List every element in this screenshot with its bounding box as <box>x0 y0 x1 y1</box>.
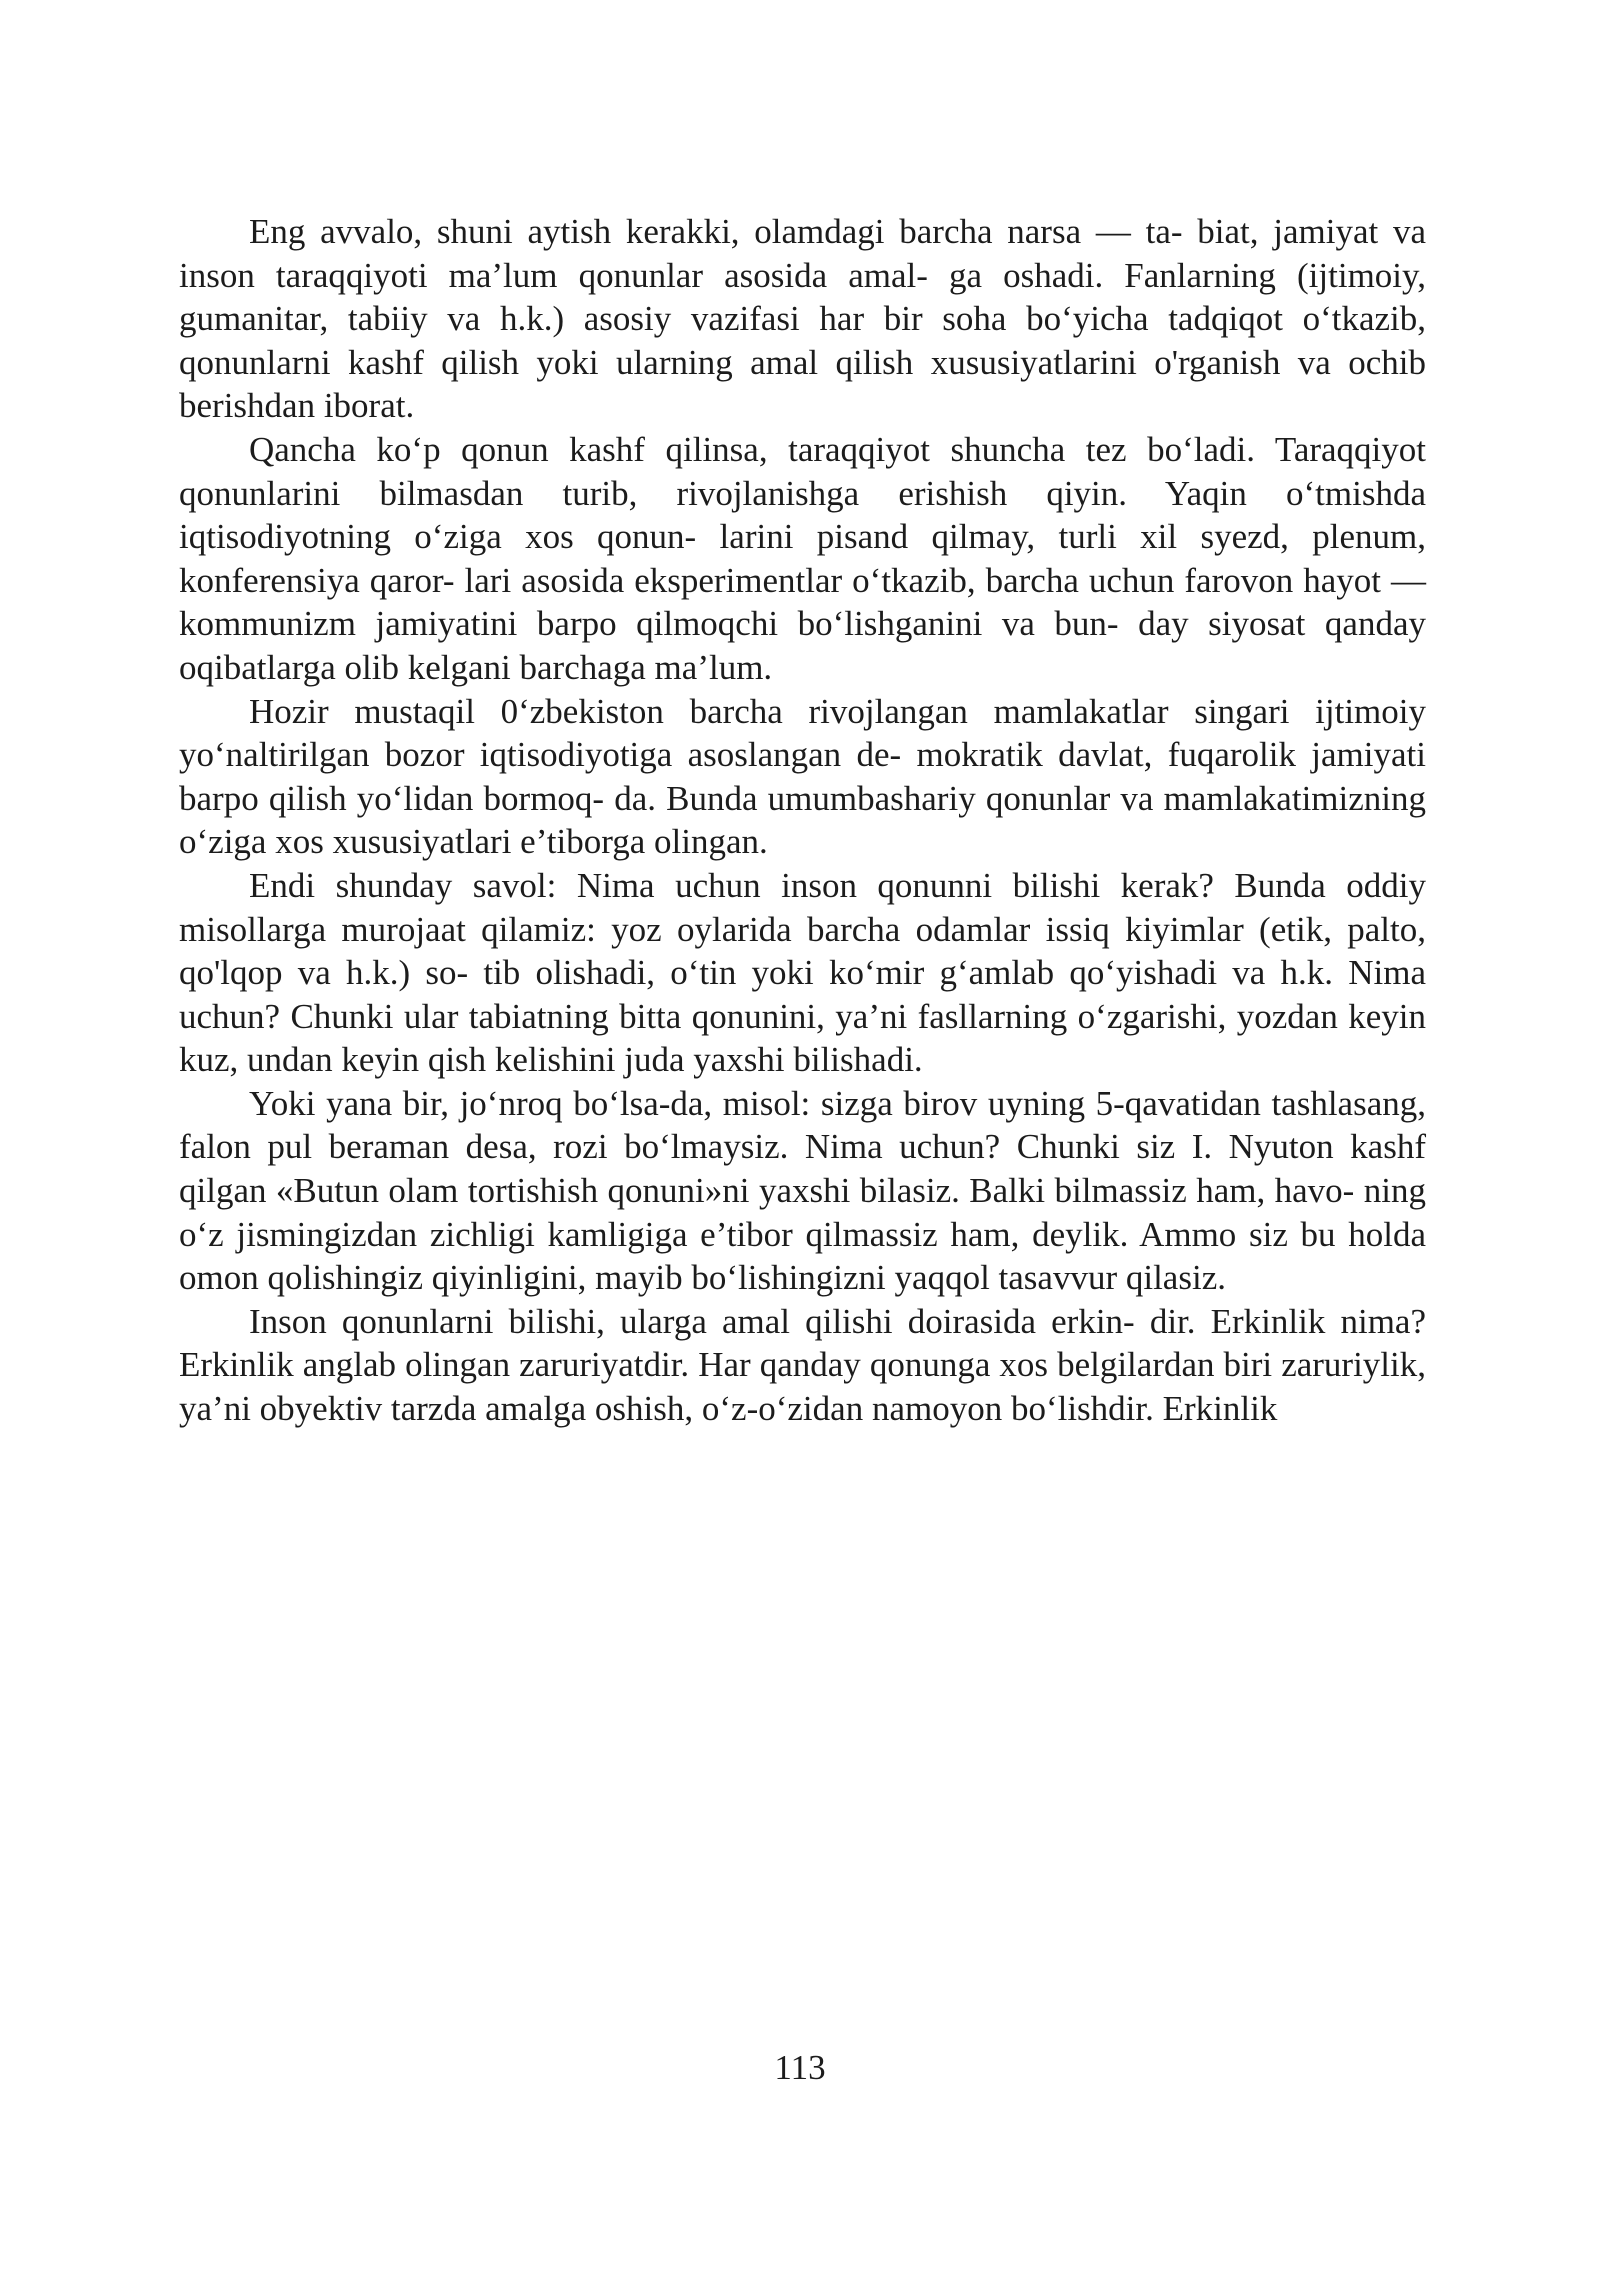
body-text <box>179 210 1426 1431</box>
paragraph-5: Yoki yana bir, jo‘nroq bo‘lsa-da, misol: sizga birov uyning 5-qavatidan tashlasang, falon pul beraman desa, rozi bo‘lmaysiz. Nima uchun? Chunki siz I. Nyuton kashf qilgan «Butun olam tortishish qonuni»ni yaxshi bilasiz. Balki bilmassiz ham, havo- ning o‘z jismingizdan zichligi kamligiga e’tibor qilmassiz ham, deylik. Ammo siz bu holda omon qolishingiz qiyinligini, mayib bo‘lishingizni yaqqol tasavvur qilasiz. <box>179 1083 1426 1298</box>
paragraph-2: Qancha ko‘p qonun kashf qilinsa, taraqqiyot shuncha tez bo‘ladi. Taraqqiyot qonunlarini bilmasdan turib, rivojlanishga erishish qiyin. Yaqin o‘tmishda iqtisodiyotning o‘ziga xos qonun- larini pisand qilmay, turli xil syezd, plenum, konferensiya qaror- lari asosida eksperimentlar o‘tkazib, barcha uchun farovon hayot — kommunizm jamiyatini barpo qilmoqchi bo‘lishganini va bun- day siyosat qanday oqibatlarga olib kelgani barchaga ma’lum. <box>179 429 1426 687</box>
paragraph-3: Hozir mustaqil 0‘zbekiston barcha rivojlangan mamlakatlar singari ijtimoiy yo‘naltirilgan bozor iqtisodiyotiga asoslangan de- mokratik davlat, fuqarolik jamiyati barpo qilish yo‘lidan bormoq- da. Bunda umumbashariy qonunlar va mamlakatimizning o‘ziga xos xususiyatlari e’tiborga olingan. <box>179 691 1426 862</box>
paragraph-1: Eng avvalo, shuni aytish kerakki, olamdagi barcha narsa — ta- biat, jamiyat va inson taraqqiyoti ma’lum qonunlar asosida amal- ga oshadi. Fanlarning (ijtimoiy, gumanitar, tabiiy va h.k.) asosiy vazifasi har bir soha bo‘yicha tadqiqot o‘tkazib, qonunlarni kashf qilish yoki ularning amal qilish xususiyatlarini o'rganish va ochib berishdan iborat. <box>179 212 1426 426</box>
paragraph-4: Endi shunday savol: Nima uchun inson qonunni bilishi kerak? Bunda oddiy misollarga murojaat qilamiz: yoz oylarida barcha odamlar issiq kiyimlar (etik, palto, qo'lqop va h.k.) so- tib olishadi, o‘tin yoki ko‘mir g‘amlab qo‘yishadi va h.k. Nima uchun? Chunki ular tabiatning bitta qonunini, ya’ni fasllarning o‘zgarishi, yozdan keyin kuz, undan keyin qish kelishini juda yaxshi bilishadi. <box>179 865 1426 1080</box>
page-number: 113 <box>774 2048 826 2087</box>
paragraph-6: Inson qonunlarni bilishi, ularga amal qilishi doirasida erkin- dir. Erkinlik nima? Erkinlik anglab olingan zaruriyatdir. Har qanday qonunga xos belgilardan biri zaruriylik, ya’ni obyektiv tarzda amalga oshish, o‘z-o‘zidan namoyon bo‘lishdir. Erkinlik <box>179 1301 1426 1429</box>
